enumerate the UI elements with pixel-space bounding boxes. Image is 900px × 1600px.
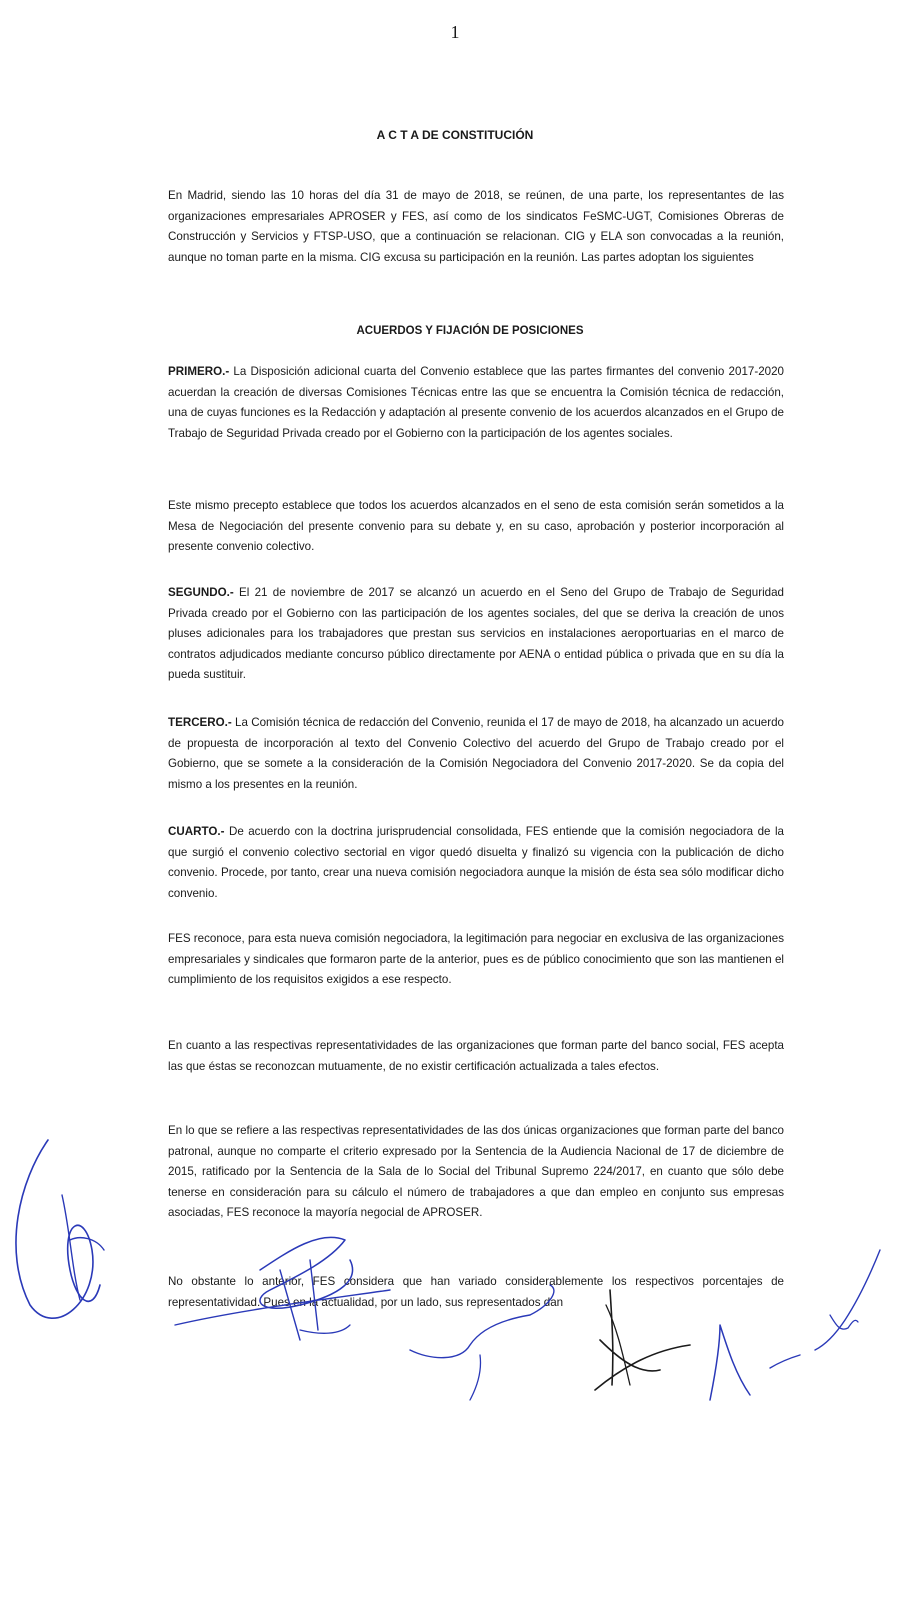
paragraph-text: No obstante lo anterior, FES considera que han variado considerablemente los respectivos porcentajes de representatividad. Pues en la actualidad, por un lado, sus representados dan: [168, 1275, 784, 1309]
paragraph-lead: PRIMERO.-: [168, 365, 230, 378]
document-title: A C T A DE CONSTITUCIÓN: [376, 128, 534, 142]
signature-bottom-left: [175, 1237, 390, 1340]
paragraph-text: En cuanto a las respectivas representatividades de las organizaciones que forman parte del banco social, FES acepta las que éstas se reconozcan mutuamente, de no existir certificación actualizada a tales efectos.: [168, 1039, 784, 1073]
paragraph-text: Este mismo precepto establece que todos los acuerdos alcanzados en el seno de esta comisión serán sometidos a la Mesa de Negociación del presente convenio para su debate y, en su caso, aprobación y posterior incorporación al presente convenio colectivo.: [168, 499, 784, 553]
paragraph-precepto: [168, 496, 784, 558]
signature-right-margin: [815, 1250, 880, 1350]
paragraph-banco-social: [168, 1036, 784, 1077]
section-title: ACUERDOS Y FIJACIÓN DE POSICIONES: [356, 325, 584, 337]
paragraph-lead: SEGUNDO.-: [168, 586, 234, 599]
page-number: 1: [450, 22, 460, 42]
paragraph-lead: TERCERO.-: [168, 716, 232, 729]
signature-bottom-dark: [595, 1290, 690, 1390]
paragraph-text: En lo que se refiere a las respectivas representatividades de las dos únicas organizaciones que forman parte del banco patronal, aunque no comparte el criterio expresado por la Sentencia de la Audiencia Nacional de 17 de diciembre de 2015, ratificado por la Sentencia de la Sala de lo Social del Tribunal Supremo 224/2017, en cuanto que sólo debe tenerse en consideración para su cálculo el número de trabajadores a que dan empleo en conjunto sus empresas asociadas, FES reconoce la mayoría negocial de APROSER.: [168, 1124, 784, 1219]
signature-bottom-right: [710, 1325, 800, 1400]
paragraph-segundo: [168, 583, 784, 686]
paragraph-lead: CUARTO.-: [168, 825, 225, 838]
signatures-area: [0, 1100, 900, 1500]
paragraph-cuarto: [168, 822, 784, 904]
paragraph-tercero: [168, 713, 784, 795]
paragraph-primero: [168, 362, 784, 444]
paragraph-text: De acuerdo con la doctrina jurisprudencial consolidada, FES entiende que la comisión negociadora de la que surgió el convenio colectivo sectorial en vigor quedó disuelta y finalizó su vigencia con la publicación de dicho convenio. Procede, por tanto, crear una nueva comisión negociadora aunque la misión de ésta sea sólo modificar dicho convenio.: [168, 825, 784, 900]
paragraph-text: La Disposición adicional cuarta del Convenio establece que las partes firmantes del convenio 2017-2020 acuerdan la creación de diversas Comisiones Técnicas entre las que se encuentra la Comisión técnica de redacción, una de cuyas funciones es la Redacción y adaptación al presente convenio de los acuerdos alcanzados en el Grupo de Trabajo de Seguridad Privada creado por el Gobierno con la participación de los agentes sociales.: [168, 365, 784, 440]
paragraph-text: El 21 de noviembre de 2017 se alcanzó un acuerdo en el Seno del Grupo de Trabajo de Seguridad Privada creado por el Gobierno con las participación de los agentes sociales, del que se deriva la creación de unos pluses adicionales para los trabajadores que prestan sus servicios en instalaciones aeroportuarias en el marco de contratos adjudicados mediante concurso público directamente por AENA o entidad pública o privada que en su día la pueda sustituir.: [168, 586, 784, 681]
signature-bottom-center: [410, 1285, 554, 1400]
intro-paragraph: En Madrid, siendo las 10 horas del día 31 de mayo de 2018, se reúnen, de una parte, los representantes de las organizaciones empresariales APROSER y FES, así como de los sindicatos FeSMC-UGT, Comisiones Obreras de Construcción y Servicios y FTSP-USO, que a continuación se relacionan. CIG y ELA son convocadas a la reunión, aunque no toman parte en la misma. CIG excusa su participación en la reunión. Las partes adoptan los siguientes: [168, 189, 784, 264]
paragraph-text: FES reconoce, para esta nueva comisión negociadora, la legitimación para negociar en exclusiva de las organizaciones empresariales y sindicales que formaron parte de la anterior, pues es de público conocimiento que son las mantienen el cumplimiento de los requisitos exigidos a ese respecto.: [168, 932, 784, 986]
paragraph-text: La Comisión técnica de redacción del Convenio, reunida el 17 de mayo de 2018, ha alcanzado un acuerdo de propuesta de incorporación al texto del Convenio Colectivo del acuerdo del Grupo de Trabajo creado por el Gobierno, que se somete a la consideración de la Comisión Negociadora del Convenio 2017-2020. Se da copia del mismo a los presentes en la reunión.: [168, 716, 784, 791]
paragraph-legitimacion: [168, 929, 784, 991]
signature-left-margin: [16, 1140, 104, 1318]
